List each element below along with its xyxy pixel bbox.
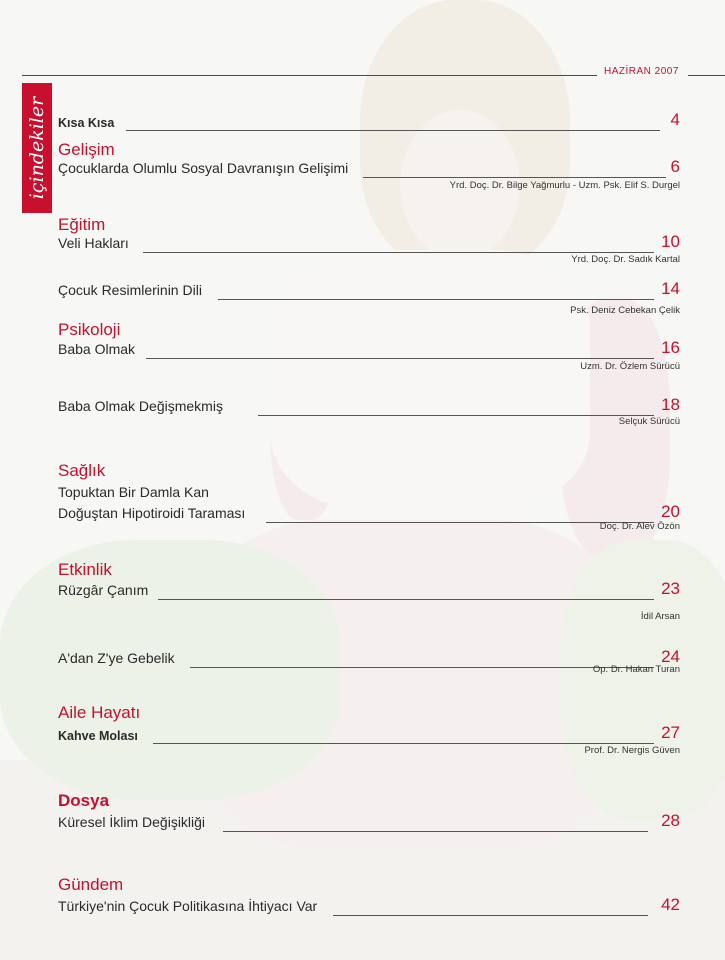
author: Psk. Deniz Cebekan Çelik [570, 305, 680, 316]
entry-title: A'dan Z'ye Gebelik [58, 650, 175, 666]
leader-line [158, 599, 654, 600]
entry-title: Çocuk Resimlerinin Dili [58, 282, 202, 298]
author: Selçuk Sürücü [618, 416, 680, 427]
author: Doç. Dr. Alev Özön [599, 521, 680, 532]
contents-tab [22, 83, 52, 213]
leader-line [190, 667, 654, 668]
leader-line [363, 177, 666, 178]
leader-line [223, 831, 648, 832]
toc-entry-resim[interactable] [58, 279, 680, 304]
entry-title: Baba Olmak Değişmekmiş [58, 398, 223, 414]
section-dosya: Dosya [58, 791, 110, 810]
page-number: 20 [661, 502, 680, 521]
page-number: 16 [661, 338, 680, 357]
header-rule-right [688, 75, 725, 76]
issue-date: HAZİRAN 2007 [604, 66, 679, 77]
page-number: 23 [661, 579, 680, 598]
page-number: 24 [661, 647, 680, 666]
toc-entry-topuk[interactable] [58, 502, 680, 527]
section-egitim: Eğitim [58, 215, 106, 234]
entry-title: Çocuklarda Olumlu Sosyal Davranışın Gelişimi [58, 160, 349, 176]
author: Yrd. Doç. Dr. Sadık Kartal [571, 254, 680, 265]
leader-line [333, 915, 648, 916]
leader-line [146, 358, 654, 359]
entry-title: Baba Olmak [58, 341, 136, 357]
toc-entry-ruzgar[interactable] [58, 579, 680, 604]
leader-line [143, 252, 654, 253]
leader-line [266, 522, 654, 523]
author: Op. Dr. Hakan Turan [592, 664, 680, 675]
entry-title: Veli Hakları [58, 235, 129, 251]
leader-line [126, 130, 660, 131]
section-etkinlik: Etkinlik [58, 560, 112, 579]
entry-title-line1: Topuktan Bir Damla Kan [58, 484, 209, 500]
entry-title: Türkiye'nin Çocuk Politikasına İhtiyacı Var [58, 898, 318, 914]
page-number: 4 [670, 110, 680, 129]
entry-title: Rüzgâr Çanım [58, 582, 149, 598]
toc-entry-baba2[interactable] [58, 395, 680, 420]
page-number: 18 [661, 395, 680, 414]
toc-entry-baba1[interactable] [58, 338, 680, 363]
page-number: 27 [661, 723, 680, 742]
entry-title: Doğuştan Hipotiroidi Taraması [58, 505, 246, 521]
section-aile: Aile Hayatı [58, 703, 141, 722]
author: Yrd. Doç. Dr. Bilge Yağmurlu - Uzm. Psk. Elif S. Durgel [449, 180, 680, 191]
header-rule [22, 75, 597, 76]
section-psikoloji: Psikoloji [58, 320, 121, 339]
page-number: 6 [670, 157, 680, 176]
page-number: 28 [661, 811, 680, 830]
section-saglik: Sağlık [58, 461, 106, 480]
entry-title: Küresel İklim Değişikliği [58, 814, 206, 830]
section-gelisim: Gelişim [58, 140, 115, 159]
entry-title: Kısa Kısa [58, 116, 115, 130]
page-number: 42 [661, 895, 680, 914]
page-number: 14 [661, 279, 680, 298]
section-gundem: Gündem [58, 875, 124, 894]
contents-tab-label: içindekiler [26, 96, 48, 200]
leader-line [153, 743, 654, 744]
author: Prof. Dr. Nergis Güven [584, 745, 680, 756]
leader-line [258, 415, 654, 416]
toc-entry-gelisim[interactable] [58, 157, 680, 182]
toc-entry-kisa[interactable] [58, 110, 680, 135]
page-number: 10 [661, 232, 680, 251]
toc-entry-gebelik[interactable] [58, 647, 680, 672]
toc-entry-iklim[interactable] [58, 811, 680, 836]
author: İdil Arsan [640, 611, 680, 622]
toc-entry-politika[interactable] [58, 895, 680, 920]
entry-title: Kahve Molası [58, 729, 138, 743]
leader-line [218, 299, 654, 300]
author: Uzm. Dr. Özlem Sürücü [580, 361, 680, 372]
